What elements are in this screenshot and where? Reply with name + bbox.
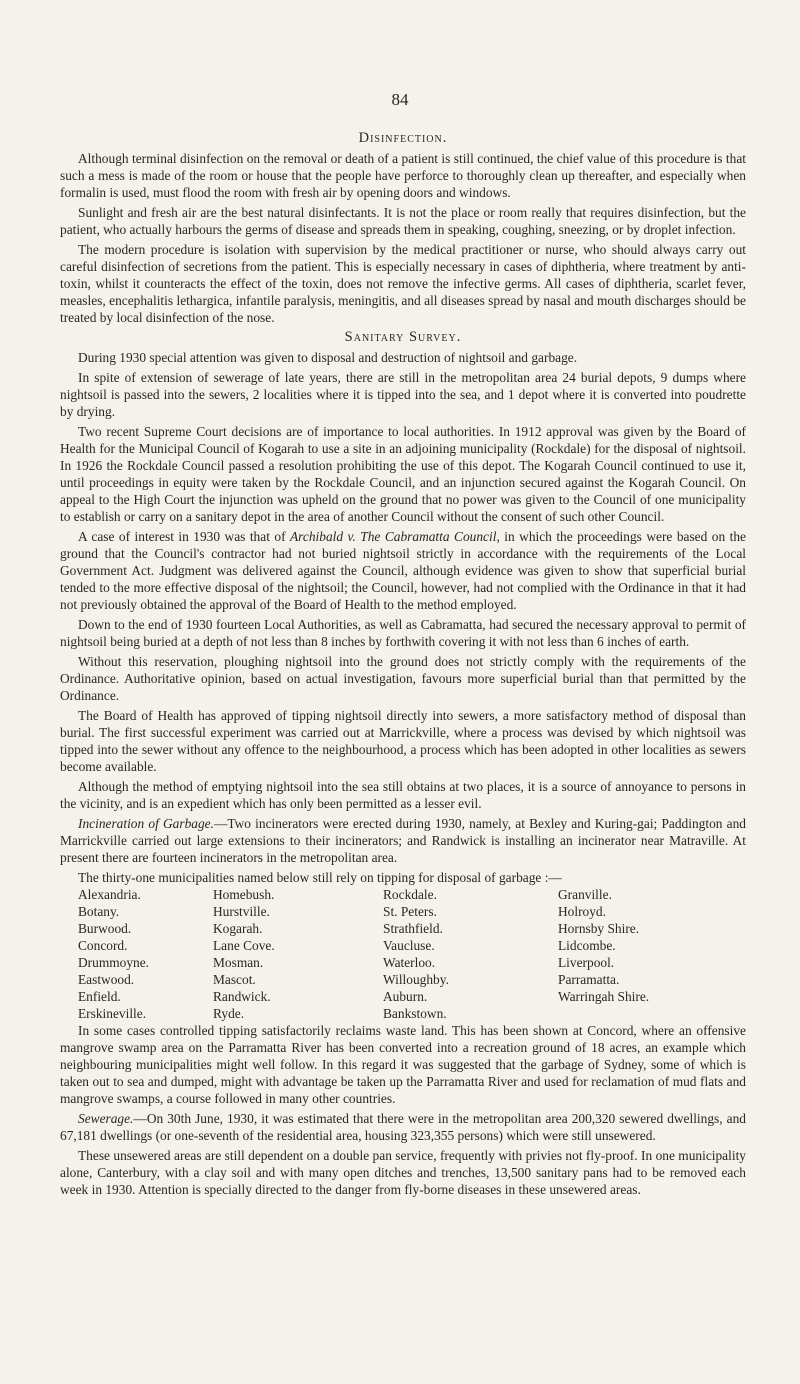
heading-disinfection: Disinfection. [358, 130, 448, 146]
paragraph [60, 1110, 746, 1144]
paragraph: The modern procedure is isolation with supervision by the medical practitioner or nurse, who should always carry out careful disinfection of secretions from the patient. This is especially necessary in cases of diphtheria, where treatment by anti-toxin, whilst it counteracts the effect of the toxin, does not remove the infective germs. All cases of diphtheria, scarlet fever, measles, encephalitis lethargica, infantile paralysis, meningitis, and all diseases spread by nasal and mouth discharges should be treated by local disinfection of the nose. [60, 242, 746, 325]
paragraph: Without this reservation, ploughing nightsoil into the ground does not strictly comply with the requirements of the Ordinance. Authoritative opinion, based on actual investigation, favours more superficial burial than that permitted by the Ordinance. [60, 654, 746, 703]
municipality-name: Granville. [558, 887, 612, 902]
paragraph-text: , in which the proceedings were based on the ground that the Council's contractor had not buried nightsoil strictly in accordance with the requirements of the Local Government Act. Judgment was delivered against the Council, although evidence was given to show that superficial burial tended to the more effective disposal of the nightsoil; the Council, however, had not complied with the Ordinance in that it had not previously obtained the approval of the Board of Health to the method employed. [60, 529, 746, 612]
municipality-name: Parramatta. [558, 972, 620, 987]
municipality-name: Holroyd. [558, 904, 606, 919]
municipality-name: Strathfield. [383, 921, 443, 936]
municipality-name: Liverpool. [558, 955, 615, 970]
paragraph: Down to the end of 1930 fourteen Local Authorities, as well as Cabramatta, had secured the necessary approval to permit of nightsoil being buried at a depth of not less than 8 inches by forthwith covering it with not less than 6 inches of earth. [60, 617, 746, 649]
page-number: 84 [391, 90, 409, 109]
municipality-name: Alexandria. [78, 887, 141, 902]
municipality-name: Enfield. [78, 989, 121, 1004]
paragraph-text: —On 30th June, 1930, it was estimated that there were in the metropolitan area 200,320 sewered dwellings, and 67,181 dwellings (or one-seventh of the residential area, housing 323,355 persons) which were still unsewered. [60, 1111, 746, 1143]
municipality-name: Burwood. [78, 921, 132, 936]
municipality-name: Lidcombe. [558, 938, 616, 953]
municipality-name: Hornsby Shire. [558, 921, 640, 936]
municipality-name: Randwick. [213, 989, 271, 1004]
municipalities-list [78, 886, 746, 1022]
paragraph: Two recent Supreme Court decisions are of importance to local authorities. In 1912 approval was given by the Board of Health for the Municipal Council of Kogarah to use a site in an adjoining municipality (Rockdale) for the disposal of nightsoil. In 1926 the Rockdale Council passed a resolution prohibiting the use of this depot. The Kogarah Council continued to use it, until proceedings in equity were taken by the Rockdale Council, and an injunction secured against the Kogarah Council. On appeal to the High Court the injunction was upheld on the ground that no power was given to the Council of one municipality to establish or carry on a sanitary depot in the area of another Council without the consent of such other Council. [60, 424, 746, 524]
municipality-name: Homebush. [213, 887, 275, 902]
municipality-name: Kogarah. [213, 921, 263, 936]
paragraph: These unsewered areas are still dependent on a double pan service, frequently with privies not fly-proof. In one municipality alone, Canterbury, with a clay soil and with many open ditches and trenches, 13,500 sanitary pans had to be removed each week in 1930. Attention is specially directed to the danger from fly-borne diseases in these unsewered areas. [60, 1148, 746, 1197]
municipality-name: Auburn. [383, 989, 428, 1004]
paragraph: Sunlight and fresh air are the best natural disinfectants. It is not the place or room really that requires disinfection, but the patient, who actually harbours the germs of disease and spreads them in speaking, coughing, sneezing, or by droplet infection. [60, 205, 746, 237]
municipality-name: Ryde. [213, 1006, 245, 1021]
municipality-name: Botany. [78, 904, 120, 919]
page-content [60, 130, 746, 1201]
paragraph: In some cases controlled tipping satisfactorily reclaims waste land. This has been shown at Concord, where an offensive mangrove swamp area on the Parramatta River has been converted into a recreation ground of 18 acres, an example which neighbouring municipalities might well follow. In this regard it was suggested that the garbage of Sydney, some of which is taken out to sea and dumped, might with advantage be taken up the Parramatta River and used for reclamation of mud flats and mangrove swamps, a course followed in many other countries. [60, 1023, 746, 1106]
municipality-name: Drummoyne. [78, 955, 150, 970]
paragraph-text: —Two incinerators were erected during 1930, namely, at Bexley and Kuring-gai; Paddington and Marrickville carried out large extensions to their incinerators; and Randwick is installing an incinerator near Matraville. At present there are fourteen incinerators in the metropolitan area. [60, 816, 747, 865]
paragraph-text: A case of interest in 1930 was that of [78, 529, 290, 544]
paragraph: Although terminal disinfection on the removal or death of a patient is still continued, the chief value of this procedure is that such a mess is made of the room or house that the people have perforce to thoroughly clean up thereafter, and especially when formalin is used, must flood the room with fresh air by opening doors and windows. [60, 151, 746, 200]
paragraph: During 1930 special attention was given to disposal and destruction of nightsoil and garbage. [78, 350, 578, 365]
municipality-name: Rockdale. [383, 887, 437, 902]
municipality-name: Erskineville. [78, 1006, 147, 1021]
municipality-name: Warringah Shire. [558, 989, 650, 1004]
subheading-incineration: Incineration of Garbage. [78, 816, 214, 831]
municipality-name: St. Peters. [383, 904, 437, 919]
paragraph: Although the method of emptying nightsoil into the sea still obtains at two places, it is a source of annoyance to persons in the vicinity, and is an expedient which has only been permitted as a lesser evil. [60, 779, 746, 811]
subheading-sewerage: Sewerage. [78, 1111, 134, 1126]
heading-sanitary-survey: Sanitary Survey. [344, 329, 462, 345]
paragraph [60, 815, 746, 866]
municipality-name: Vaucluse. [383, 938, 435, 953]
municipality-name: Hurstville. [213, 904, 270, 919]
municipality-name: Waterloo. [383, 955, 436, 970]
municipality-name: Mascot. [213, 972, 256, 987]
municipality-name: Willoughby. [383, 972, 449, 987]
municipality-name [558, 1005, 746, 1022]
municipality-name: Eastwood. [78, 972, 135, 987]
paragraph: The thirty-one municipalities named below still rely on tipping for disposal of garbage :— [78, 870, 562, 885]
paragraph: The Board of Health has approved of tipping nightsoil directly into sewers, a more satisfactory method of disposal than burial. The first successful experiment was carried out at Marrickville, where a process was devised by which nightsoil was tipped into the sewer without any offence to the neighbourhood, a process which has been adopted in other localities as sewers become available. [60, 708, 746, 774]
paragraph: In spite of extension of sewerage of late years, there are still in the metropolitan area 24 burial depots, 9 dumps where nightsoil is passed into the sewers, 2 localities where it is tipped into the sea, and 1 depot where it is converted into poudrette by drying. [60, 370, 746, 419]
municipality-name: Mosman. [213, 955, 264, 970]
municipality-name: Lane Cove. [213, 938, 275, 953]
municipality-name: Concord. [78, 938, 128, 953]
municipality-name: Bankstown. [383, 1006, 447, 1021]
case-name: Archibald v. The Cabramatta Council [290, 529, 497, 544]
paragraph [60, 528, 746, 613]
